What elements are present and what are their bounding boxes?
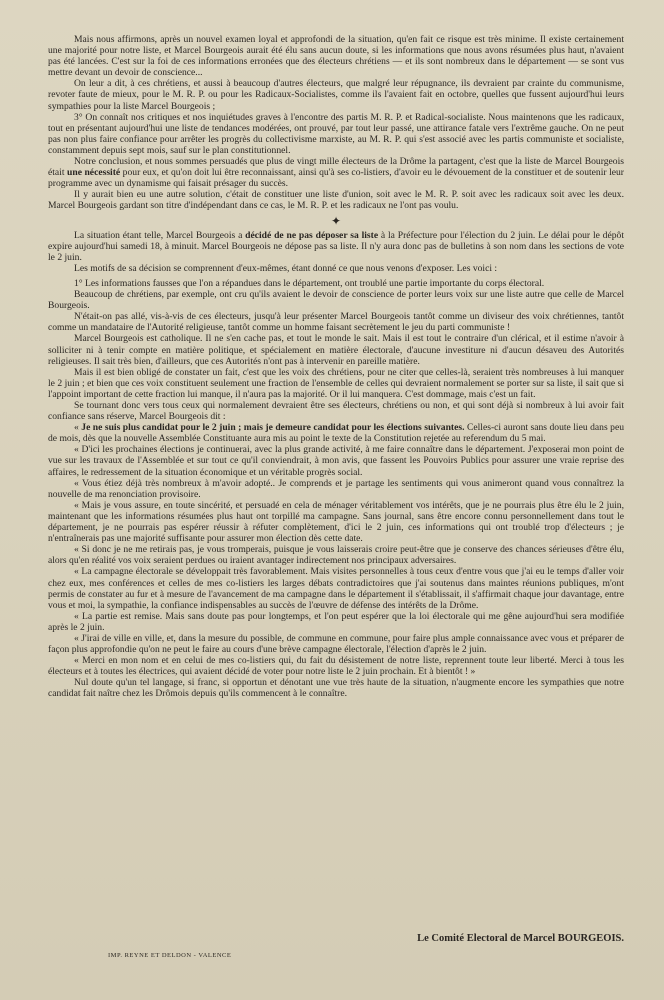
paragraph-15: « D'ici les prochaines élections je continuerai, avec la plus grande activité, à me faire connaître dans le département. J'exposerai mon point de vue sur les travaux de l'Assemblée et sur tout ce qu'il conviendrait, à mon avis, que fassent les Pouvoirs Publics pour assurer une vraie reprise des affaires, le redressement de la situation économique et un véritable progrès social. (48, 444, 624, 478)
paragraph-14: « Je ne suis plus candidat pour le 2 juin ; mais je demeure candidat pour les élections suivantes. Celles-ci auront sans doute lieu dans peu de mois, dès que la nouvelle Assemblée Constituante aura mis au point le texte de la Constitution rejetée au referendum du 5 mai. (48, 422, 625, 445)
paragraph-5: Il y aurait bien eu une autre solution, c'était de constituer une liste d'union, soit avec le M. R. P. soit avec les radicaux soit avec les deux. Marcel Bourgeois gardant son titre d'indépendant dans ce cas, le M. R. P. et les radicaux ne l'ont pas voulu. (48, 189, 624, 212)
ornament-divider: ✦ (330, 213, 342, 228)
emphasis-text: décidé de ne pas déposer sa liste (245, 229, 379, 241)
printer-imprint: IMP. REYNE ET DELDON - VALENCE (108, 952, 232, 960)
paragraph-12: Mais il est bien obligé de constater un fait, c'est que les voix des chrétiens, pour ne citer que celles-là, seraient très nombreuses à lui manquer le 2 juin ; et bien que ces voix constituent seulement une fraction de l'ensemble de celles qui devraient normalement se porter sur sa liste, il sait que si l'appoint important de cette fraction lui manque, il n'aura pas la majorité. Or il lui manquera. C'est dommage, mais c'est un fait. (48, 366, 624, 400)
paragraph-10: N'était-on pas allé, vis-à-vis de ces électeurs, jusqu'à leur présenter Marcel Bourgeois tantôt comme un diviseur des voix chrétiennes, tantôt comme un mandataire de l'Autorité religieuse, tantôt comme un homme faisant secrètement le jeu du parti communiste ! (48, 311, 624, 334)
paragraph-1: Mais nous affirmons, après un nouvel examen loyal et approfondi de la situation, qu'en fait ce risque est très minime. Il existe certainement une majorité pour notre liste, et Marcel Bourgeois aurait été élu sans aucun doute, si les informations que nous avons résumées plus haut, n'avaient pas été lancées. C'est sur la foi de ces informations erronées que des électeurs chrétiens — et ils sont nombreux dans le département — se sont vus mettre devant un devoir de conscience... (48, 34, 624, 79)
paragraph-20: « La partie est remise. Mais sans doute pas pour longtemps, et l'on peut espérer que la loi électorale qui me gêne aujourd'hui sera modifiée après le 2 juin. (48, 610, 624, 633)
signature: Le Comité Electoral de Marcel BOURGEOIS. (417, 933, 624, 944)
footer (48, 933, 624, 961)
emphasis-text: une nécessité (67, 167, 121, 179)
paragraph-11: Marcel Bourgeois est catholique. Il ne s'en cache pas, et tout le monde le sait. Mais il est tout le contraire d'un clérical, et il estime n'avoir à solliciter ni à tenir compte en matière politique, et spécialement en matière électorale, d'aucune investiture ni d'aucun désaveu des Autorités religieuses. Il sait très bien, d'ailleurs, que ces Autorités n'ont pas à intervenir en pareille matière. (48, 333, 624, 367)
paragraph-13: Se tournant donc vers tous ceux qui normalement devraient être ses électeurs, chrétiens ou non, et qui sont déjà si nombreux à lui avoir fait confiance sans réserve, Marcel Bourgeois dit : (48, 400, 624, 423)
paragraph-18: « Si donc je ne me retirais pas, je vous tromperais, puisque je vous laisserais croire peut-être que je conserve des chances sérieuses d'être élu, alors qu'en réalité vos voix seraient perdues ou iraient avantager indirectement nos principaux adversaires. (48, 544, 624, 567)
paragraph-17: « Mais je vous assure, en toute sincérité, et persuadé en cela de ménager véritablement vos intérêts, que je ne pourrais plus être élu le 2 juin, maintenant que les informations résumées plus haut ont torpillé ma campagne. Sans journal, sans être encore connu personnellement dans tout le département, je ne pourrais pas espérer réussir à réfuter complètement, d'ici le 2 juin, ces informations qui ont troublé trop d'électeurs ; je n'entraînerais pas une majorité suffisante pour assurer mon élection dès cette date. (48, 499, 624, 545)
paragraph-4: Notre conclusion, et nous sommes persuadés que plus de vingt mille électeurs de la Drôme la partagent, c'est que la liste de Marcel Bourgeois était une nécessité pour eux, et qu'on doit lui être reconnaissant, ainsi qu'à ses co-listiers, d'avoir eu le dévouement de la constituer et de soutenir leur programme avec un dynamisme qui faisait présager du succès. (48, 156, 624, 190)
paragraph-8: 1° Les informations fausses que l'on a répandues dans le département, ont troublé une partie importante du corps électoral. (74, 277, 545, 289)
paragraph-9: Beaucoup de chrétiens, par exemple, ont cru qu'ils avaient le devoir de conscience de porter leurs voix sur une liste autre que celle de Marcel Bourgeois. (48, 289, 624, 312)
emphasis-text: Je ne suis plus candidat pour le 2 juin ; mais je demeure candidat pour les élections suivantes. (81, 422, 465, 434)
paragraph-16: « Vous étiez déjà très nombreux à m'avoir adopté.. Je comprends et je partage les sentiments qui vous animeront quand vous connaîtrez la nouvelle de ma renonciation provisoire. (48, 477, 624, 500)
paragraph-23: Nul doute qu'un tel langage, si franc, si opportun et dénotant une vue très haute de la situation, n'augmente encore les sympathies que notre candidat fait naître chez les Drômois depuis qu'ils commencent à le connaître. (48, 677, 624, 700)
paragraph-21: « J'irai de ville en ville, et, dans la mesure du possible, de commune en commune, pour faire plus ample connaissance avec vous et préparer de façon plus approfondie qu'on ne peut le faire au cours d'une brève campagne électorale, l'élection d'après le 2 juin. (48, 632, 624, 656)
paragraph-2: On leur a dit, à ces chrétiens, et aussi à beaucoup d'autres électeurs, que malgré leur répugnance, ils devraient par crainte du communisme, revoter faute de mieux, pour le M. R. P. ou pour les Radicaux-Socialistes, comme ils l'avaient fait en octobre, quelles que fussent aujourd'hui leurs sympathies pour la liste Marcel Bourgeois ; (48, 78, 624, 112)
paragraph-6: La situation étant telle, Marcel Bourgeois a décidé de ne pas déposer sa liste à la Préfecture pour l'élection du 2 juin. Le délai pour le dépôt expire aujourd'hui samedi 18, à minuit. Marcel Bourgeois ne dépose pas sa liste. Il n'y aura donc pas de bulletins à son nom dans les sections de vote le 2 juin. (48, 229, 624, 263)
body-text (48, 34, 624, 700)
paragraph-22: « Merci en mon nom et en celui de mes co-listiers qui, du fait du désistement de notre liste, reprennent toute leur liberté. Merci à tous les électeurs et à toutes les électrices, qui avaient décidé de voter pour notre liste le 2 juin prochain. Et à bientôt ! » (48, 655, 624, 678)
signature-row (48, 933, 624, 944)
paragraph-3: 3° On connaît nos critiques et nos inquiétudes graves à l'encontre des partis M. R. P. et Radical-socialiste. Nous maintenons que les radicaux, tout en présentant aujourd'hui une liste de tendances modérées, ont prouvé, par tout leur passé, une attirance fatale vers l'extrême gauche. On ne peut pas non plus faire confiance pour arrêter les progrès du collectivisme marxiste, au M. R. P. qui s'est associé avec les partis communiste et socialiste, constamment depuis sept mois, sauf sur le plan constitutionnel. (48, 111, 624, 156)
paragraph-19: « La campagne électorale se développait très favorablement. Mais visites personnelles à tous ceux d'entre vous que j'ai eu le temps d'aller voir chez eux, mes conférences et celles de mes co-listiers les larges débats contradictoires que j'ai soutenus dans maintes réunions publiques, m'ont permis de constater au fur et à mesure de l'avancement de ma campagne dans le département il s'établissait, il s'affirmait chaque jour davantage, entre vous et moi, la sympathie, la confiance indispensables au succès de l'œuvre de défense des intérêts de la Drôme. (48, 566, 624, 611)
paragraph-7: Les motifs de sa décision se comprennent d'eux-mêmes, étant donné ce que nous venons d'exposer. Les voici : (74, 262, 498, 274)
